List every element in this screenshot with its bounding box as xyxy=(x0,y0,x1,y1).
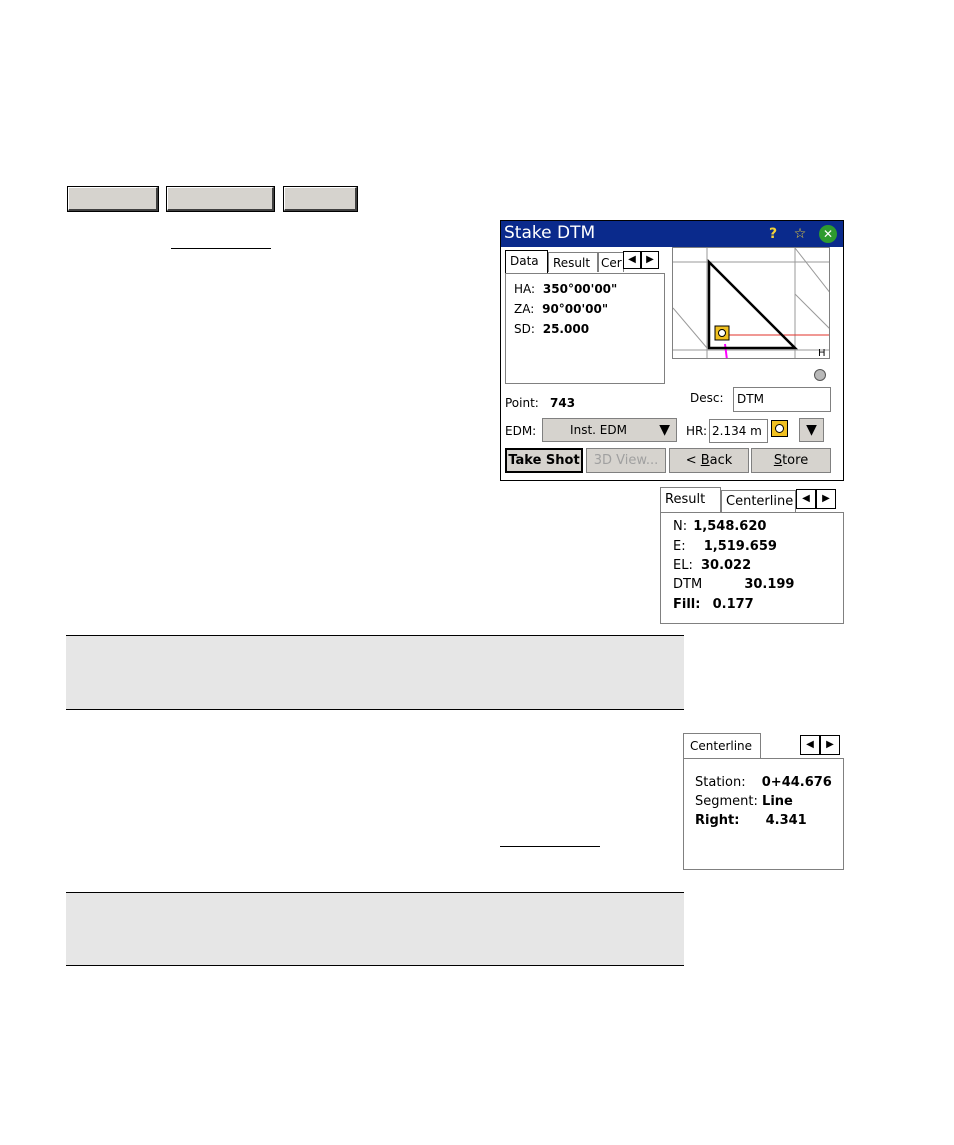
tab-centerline[interactable]: Cer xyxy=(598,252,624,272)
za-row xyxy=(514,302,608,316)
note-band-2 xyxy=(66,892,684,966)
ha-value: 350°00'00" xyxy=(542,282,618,296)
n-row xyxy=(673,519,766,534)
tab-result[interactable]: Result xyxy=(548,252,598,272)
ha-label: HA: xyxy=(514,282,536,296)
doc-button-3 xyxy=(284,187,357,211)
fill-label: Fill: xyxy=(673,597,701,612)
point-label: Point: xyxy=(505,396,539,410)
edm-label: EDM: xyxy=(505,424,537,438)
result-panel xyxy=(660,487,844,624)
left-arrow-icon[interactable]: ◀ xyxy=(800,735,820,755)
close-icon[interactable]: ✕ xyxy=(819,225,837,243)
el-value: 30.022 xyxy=(700,558,752,573)
map-graphic xyxy=(673,248,830,359)
doc-button-2 xyxy=(167,187,274,211)
desc-field[interactable]: DTM xyxy=(733,387,831,412)
result-body xyxy=(660,512,844,624)
el-row xyxy=(673,558,751,573)
centerline-tab[interactable]: Centerline xyxy=(721,490,796,513)
fill-value: 0.177 xyxy=(712,597,754,612)
fill-row xyxy=(673,597,754,612)
data-panel xyxy=(505,273,665,384)
window-title: Stake DTM xyxy=(504,223,596,243)
sd-label: SD: xyxy=(514,322,535,336)
hr-label: HR: xyxy=(686,424,708,438)
hr-dropdown-button[interactable] xyxy=(799,418,824,442)
back-rest: ack xyxy=(709,453,733,468)
stake-dtm-window xyxy=(500,220,844,481)
note-band-1 xyxy=(66,635,684,710)
dtm-label: DTM xyxy=(673,577,703,592)
n-label: N: xyxy=(673,519,688,534)
status-indicator xyxy=(814,369,826,381)
right-arrow-icon[interactable]: ▶ xyxy=(820,735,840,755)
store-rest: tore xyxy=(782,453,809,468)
back-key: B xyxy=(700,453,710,468)
sd-row xyxy=(514,322,589,336)
station-label: Station: xyxy=(695,775,746,790)
doc-button-1 xyxy=(68,187,158,211)
3d-view-button[interactable]: 3D View... xyxy=(586,448,666,473)
centerline-panel-tab[interactable]: Centerline xyxy=(683,733,761,759)
el-label: EL: xyxy=(673,558,693,573)
segment-value: Line xyxy=(762,794,793,809)
doc-underline-1 xyxy=(171,248,271,249)
title-bar xyxy=(501,221,843,247)
right-arrow-icon[interactable]: ▶ xyxy=(641,251,659,269)
back-prefix: < xyxy=(685,453,701,468)
station-row xyxy=(695,775,832,790)
store-key: S xyxy=(773,453,783,468)
plan-view-map[interactable] xyxy=(672,247,830,359)
sd-value: 25.000 xyxy=(542,322,590,336)
right-arrow-icon[interactable]: ▶ xyxy=(816,489,836,509)
centerline-panel xyxy=(683,733,844,870)
segment-row xyxy=(695,794,793,809)
e-value: 1,519.659 xyxy=(703,539,777,554)
help-icon[interactable]: ? xyxy=(768,226,778,242)
map-axis-label: H xyxy=(818,348,826,359)
point-value: 743 xyxy=(550,396,576,410)
left-arrow-icon[interactable]: ◀ xyxy=(796,489,816,509)
edm-value: Inst. EDM xyxy=(570,423,627,437)
right-value: 4.341 xyxy=(765,813,807,828)
dtm-value: 30.199 xyxy=(744,577,795,592)
centerline-body xyxy=(683,758,844,870)
hr-field[interactable]: 2.134 m xyxy=(709,419,768,443)
dtm-row xyxy=(673,577,794,592)
e-row xyxy=(673,539,777,554)
store-button[interactable] xyxy=(751,448,831,473)
za-label: ZA: xyxy=(514,302,535,316)
e-label: E: xyxy=(673,539,686,554)
result-tab[interactable]: Result xyxy=(660,487,721,513)
tab-data[interactable]: Data xyxy=(505,250,548,274)
desc-label: Desc: xyxy=(690,391,724,405)
dropdown-arrow-icon: ▼ xyxy=(806,422,817,438)
segment-label: Segment: xyxy=(695,794,758,809)
dropdown-arrow-icon: ▼ xyxy=(659,422,670,438)
station-value: 0+44.676 xyxy=(761,775,832,790)
right-row xyxy=(695,813,807,828)
edm-select[interactable] xyxy=(542,418,677,442)
left-arrow-icon[interactable]: ◀ xyxy=(623,251,641,269)
take-shot-button[interactable]: Take Shot xyxy=(505,448,583,473)
favorite-star-icon[interactable]: ☆ xyxy=(793,226,807,242)
back-button[interactable] xyxy=(669,448,749,473)
right-label: Right: xyxy=(695,813,740,828)
ha-row xyxy=(514,282,617,296)
n-value: 1,548.620 xyxy=(693,519,767,534)
prism-target-icon[interactable] xyxy=(771,420,788,437)
za-value: 90°00'00" xyxy=(542,302,609,316)
doc-underline-2 xyxy=(500,846,600,847)
